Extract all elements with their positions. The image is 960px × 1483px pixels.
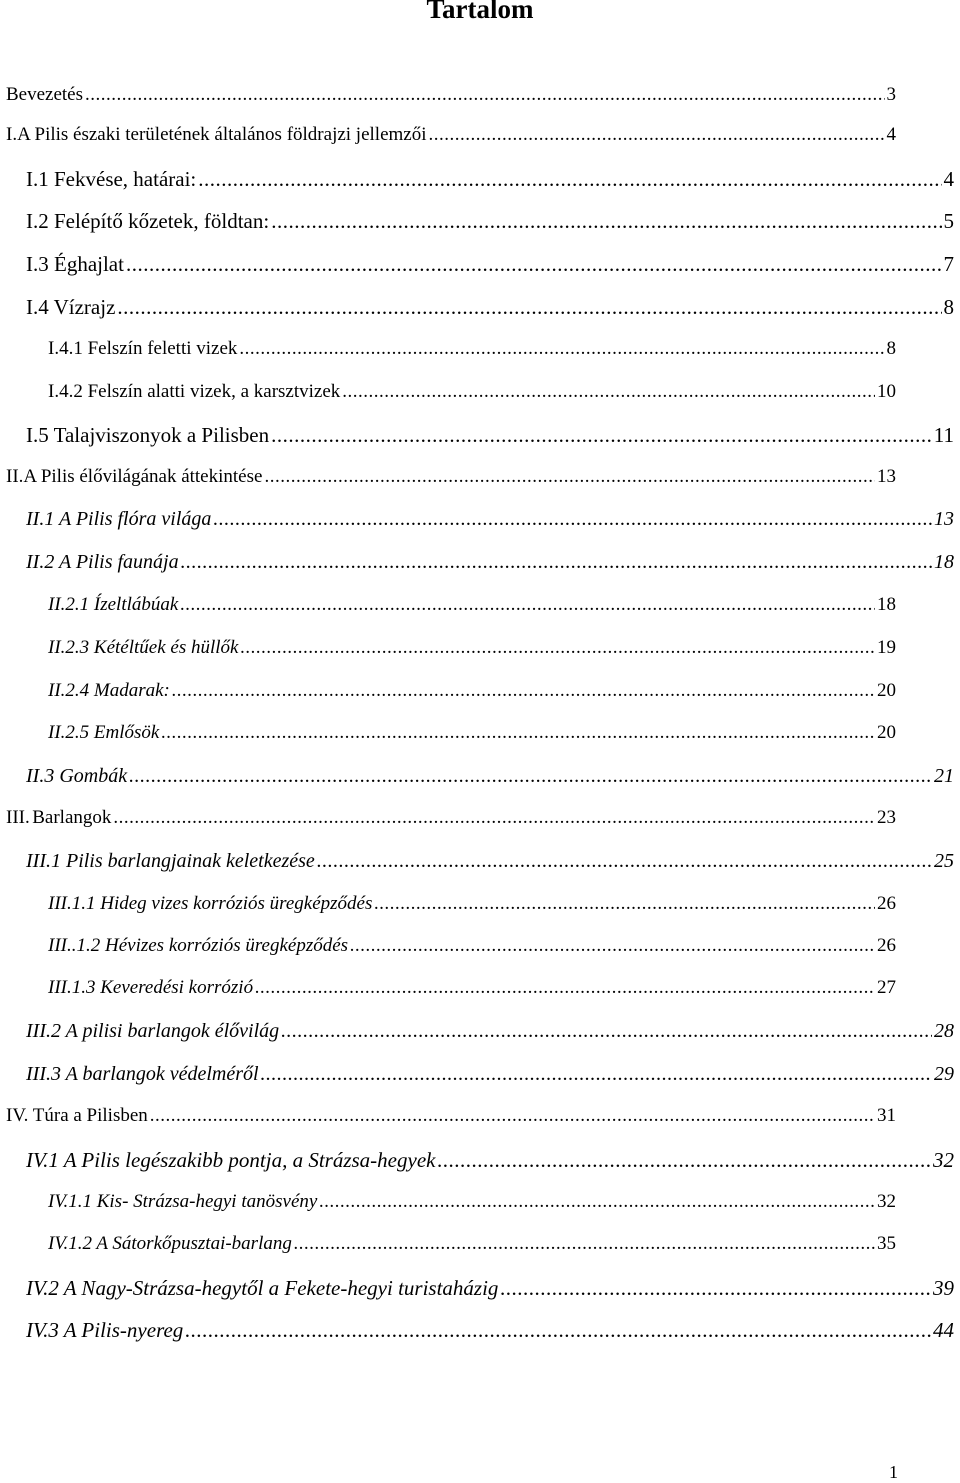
toc-entry-text: III.1.1 Hideg vizes korróziós üregképződés xyxy=(48,893,373,914)
toc-entry-page: 20 xyxy=(877,680,896,701)
toc-entry-1-3[interactable] xyxy=(0,252,960,282)
toc-entry-2-3[interactable] xyxy=(0,765,960,795)
toc-entry-page: 7 xyxy=(943,252,954,276)
toc-entry-1-4-1[interactable] xyxy=(0,338,960,368)
toc-entry-page: 13 xyxy=(934,508,954,530)
dot-leader xyxy=(319,1191,875,1213)
dot-leader xyxy=(198,167,941,192)
dot-leader xyxy=(240,637,875,659)
toc-entry-4-1-1[interactable] xyxy=(0,1191,960,1221)
dot-leader xyxy=(294,1233,875,1255)
toc-entry-page: 18 xyxy=(934,551,954,573)
toc-entry-page: 26 xyxy=(877,893,896,914)
toc-entry-page: 11 xyxy=(933,423,954,447)
toc-entry-text: II.3 Gombák xyxy=(26,765,128,787)
dot-leader xyxy=(255,977,875,999)
dot-leader xyxy=(317,850,932,873)
toc-entry-2-2[interactable] xyxy=(0,551,960,581)
toc-entry-text: III.1 Pilis barlangjainak keletkezése xyxy=(26,850,315,872)
dot-leader xyxy=(500,1276,931,1301)
toc-entry-page: 3 xyxy=(886,84,896,105)
toc-entry-text: A Pilis élővilágának áttekintése xyxy=(23,466,263,487)
dot-leader xyxy=(185,1318,931,1343)
dot-leader xyxy=(429,124,885,146)
dot-leader xyxy=(181,551,932,574)
toc-entry-3-1-2[interactable] xyxy=(0,935,960,965)
dot-leader xyxy=(180,594,875,616)
toc-entry-text: I.4.1 Felszín feletti vizek xyxy=(48,338,238,359)
toc-entry-4-2[interactable] xyxy=(0,1276,960,1306)
toc-entry-page: 23 xyxy=(877,807,896,828)
toc-entry-text: I.2 Felépítő kőzetek, földtan: xyxy=(26,209,270,233)
toc-entry-page: 8 xyxy=(886,338,896,359)
toc-entry-text: III.2 A pilisi barlangok élővilág xyxy=(26,1020,280,1042)
toc-entry-page: 32 xyxy=(933,1148,954,1172)
toc-entry-page: 28 xyxy=(934,1020,954,1042)
toc-entry-3-1[interactable] xyxy=(0,850,960,880)
toc-entry-text: III.3 A barlangok védelméről xyxy=(26,1063,259,1085)
dot-leader xyxy=(261,1063,932,1086)
dot-leader xyxy=(113,807,875,829)
toc-entry-text: II.2.1 Ízeltlábúak xyxy=(48,594,179,615)
toc-entry-page: 18 xyxy=(877,594,896,615)
toc-entry-3-1-1[interactable] xyxy=(0,893,960,923)
toc-entry-2-2-4[interactable] xyxy=(0,680,960,710)
toc-entry-bevezetes[interactable] xyxy=(0,84,960,114)
toc-entry-page: 5 xyxy=(943,209,954,233)
dot-leader xyxy=(150,1105,875,1127)
toc-entry-page: 25 xyxy=(934,850,954,872)
dot-leader xyxy=(172,680,875,702)
toc-entry-page: 44 xyxy=(933,1318,954,1342)
toc-entry-text: I.3 Éghajlat xyxy=(26,252,124,276)
toc-entry-4-3[interactable] xyxy=(0,1318,960,1348)
toc-entry-2-2-1[interactable] xyxy=(0,594,960,624)
toc-entry-page: 21 xyxy=(934,765,954,787)
toc-entry-page: 8 xyxy=(943,295,954,319)
toc-entry-page: 10 xyxy=(877,381,896,402)
dot-leader xyxy=(350,935,875,957)
toc-entry-1-5[interactable] xyxy=(0,423,960,453)
dot-leader xyxy=(126,252,942,277)
dot-leader xyxy=(374,893,875,915)
dot-leader xyxy=(271,423,932,448)
toc-entry-page: 27 xyxy=(877,977,896,998)
toc-entry-chapter-4[interactable] xyxy=(0,1105,960,1135)
toc-entry-3-3[interactable] xyxy=(0,1063,960,1093)
toc-entry-chapter-1[interactable] xyxy=(0,124,960,154)
toc-entry-text: IV.1 A Pilis legészakibb pontja, a Strázsa-hegyek xyxy=(26,1148,436,1172)
toc-entry-number: II. xyxy=(6,466,24,487)
dot-leader xyxy=(342,381,875,403)
page-number-text: 1 xyxy=(889,1462,898,1482)
toc-entry-page: 20 xyxy=(877,722,896,743)
toc-entry-1-2[interactable] xyxy=(0,209,960,239)
toc-entry-text: II.1 A Pilis flóra világa xyxy=(26,508,212,530)
toc-entry-text: II.2.4 Madarak: xyxy=(48,680,170,701)
toc-entry-chapter-3[interactable] xyxy=(0,807,960,837)
toc-entry-1-4[interactable] xyxy=(0,295,960,325)
toc-entry-text: I.1 Fekvése, határai: xyxy=(26,167,197,191)
toc-entry-page: 4 xyxy=(943,167,954,191)
toc-entry-4-1[interactable] xyxy=(0,1148,960,1178)
toc-entry-number: III. xyxy=(6,807,30,828)
toc-entry-page: 13 xyxy=(877,466,896,487)
dot-leader xyxy=(129,765,932,788)
toc-entry-text: II.2.5 Emlősök xyxy=(48,722,160,743)
toc-entry-text: IV.1.1 Kis- Strázsa-hegyi tanösvény xyxy=(48,1191,318,1212)
toc-entry-page: 26 xyxy=(877,935,896,956)
toc-entry-text: II.2 A Pilis faunája xyxy=(26,551,179,573)
toc-entry-3-1-3[interactable] xyxy=(0,977,960,1007)
toc-entry-3-2[interactable] xyxy=(0,1020,960,1050)
dot-leader xyxy=(213,508,932,531)
toc-entry-1-4-2[interactable] xyxy=(0,381,960,411)
toc-entry-text: IV.3 A Pilis-nyereg xyxy=(26,1318,184,1342)
toc-entry-text: I.5 Talajviszonyok a Pilisben xyxy=(26,423,270,447)
toc-entry-text: A Pilis északi területének általános földrajzi jellemzői xyxy=(17,124,427,145)
dot-leader xyxy=(85,84,884,106)
toc-entry-text: Bevezetés xyxy=(6,84,84,105)
toc-entry-text: III..1.2 Hévizes korróziós üregképződés xyxy=(48,935,349,956)
toc-entry-text: IV. Túra a Pilisben xyxy=(6,1105,148,1126)
toc-entry-text: IV.2 A Nagy-Strázsa-hegytől a Fekete-hegyi turistaházig xyxy=(26,1276,499,1300)
toc-entry-text: IV.1.2 A Sátorkőpusztai-barlang xyxy=(48,1233,292,1254)
toc-entry-1-1[interactable] xyxy=(0,167,960,197)
dot-leader xyxy=(239,338,884,360)
toc-entry-page: 31 xyxy=(877,1105,896,1126)
page-title: Tartalom xyxy=(426,0,534,24)
toc-entry-2-2-5[interactable] xyxy=(0,722,960,752)
toc-entry-page: 29 xyxy=(934,1063,954,1085)
toc-entry-text: I.4 Vízrajz xyxy=(26,295,116,319)
toc-entry-number: I. xyxy=(6,124,18,145)
page-number xyxy=(0,1462,960,1483)
dot-leader xyxy=(281,1020,932,1043)
toc-entry-page: 4 xyxy=(886,124,896,145)
toc-entry-page: 35 xyxy=(877,1233,896,1254)
toc-entry-2-1[interactable] xyxy=(0,508,960,538)
dot-leader xyxy=(437,1148,931,1173)
toc-entry-text: I.4.2 Felszín alatti vizek, a karsztvizek xyxy=(48,381,341,402)
toc-entry-page: 39 xyxy=(933,1276,954,1300)
dot-leader xyxy=(161,722,875,744)
toc-entry-text: III.1.3 Keveredési korrózió xyxy=(48,977,254,998)
toc-entry-4-1-2[interactable] xyxy=(0,1233,960,1263)
toc-entry-text: Barlangok xyxy=(32,807,112,828)
toc-entry-page: 32 xyxy=(877,1191,896,1212)
toc-entry-page: 19 xyxy=(877,637,896,658)
dot-leader xyxy=(264,466,875,488)
toc-entry-text: II.2.3 Kétéltűek és hüllők xyxy=(48,637,239,658)
dot-leader xyxy=(117,295,941,320)
toc-entry-chapter-2[interactable] xyxy=(0,466,960,496)
toc-entry-2-2-3[interactable] xyxy=(0,637,960,667)
dot-leader xyxy=(271,209,941,234)
